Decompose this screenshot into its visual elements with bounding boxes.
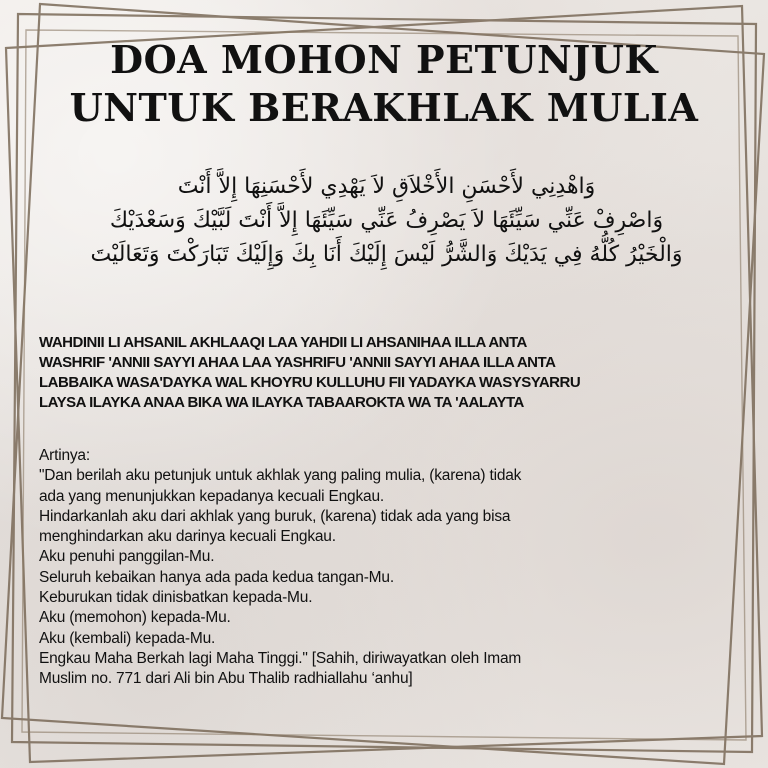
translation-block: [39, 446, 739, 690]
arabic-line: وَاصْرِفْ عَنِّي سَيِّئَهَا لاَ يَصْرِفُ عَنِّي سَيِّئَهَا إِلاَّ أَنْتَ لَبَّيْكَ وَسَعْدَيْكَ: [109, 208, 664, 233]
latin-line: WASHRIF 'ANNII SAYYI AHAA LAA YASHRIFU 'ANNII SAYYI AHAA ILLA ANTA: [39, 354, 556, 371]
translation-line: Aku (memohon) kepada-Mu.: [39, 609, 231, 627]
translation-heading: Artinya:: [39, 447, 90, 464]
translation-line: Aku (kembali) kepada-Mu.: [39, 629, 216, 647]
translation-line: Engkau Maha Berkah lagi Maha Tinggi." [Sahih, diriwayatkan oleh Imam: [39, 649, 522, 667]
title-line-1: DOA MOHON PETUNJUK: [110, 37, 658, 82]
translation-line: Aku penuhi panggilan-Mu.: [39, 548, 215, 566]
latin-line: LAYSA ILAYKA ANAA BIKA WA ILAYKA TABAAROKTA WA TA 'AALAYTA: [39, 394, 524, 411]
translation-line: Keburukan tidak dinisbatkan kepada-Mu.: [39, 589, 313, 607]
arabic-prayer-text: [55, 170, 718, 272]
translation-line: Muslim no. 771 dari Ali bin Abu Thalib radhiallahu ‘anhu]: [39, 670, 413, 688]
arabic-line: وَاهْدِنِي لأَحْسَنِ الأَخْلاَقِ لاَ يَهْدِي لأَحْسَنِهَا إِلاَّ أَنْتَ: [177, 174, 596, 199]
translation-line: menghindarkan aku darinya kecuali Engkau.: [39, 528, 336, 546]
translation-line: Hindarkanlah aku dari akhlak yang buruk, (karena) tidak ada yang bisa: [39, 507, 511, 525]
translation-line: ada yang menunjukkan kepadanya kecuali Engkau.: [39, 487, 384, 505]
latin-line: LABBAIKA WASA'DAYKA WAL KHOYRU KULLUHU FII YADAYKA WASYSYARRU: [39, 374, 581, 391]
arabic-line: وَالْخَيْرُ كُلُّهُ فِي يَدَيْكَ وَالشَّرُّ لَيْسَ إِلَيْكَ أَنَا بِكَ وَإِلَيْكَ تَبَارَكْتَ وَتَعَالَيْتَ: [90, 242, 683, 267]
latin-transliteration: [39, 333, 739, 413]
translation-line: "Dan berilah aku petunjuk untuk akhlak yang paling mulia, (karena) tidak: [39, 467, 522, 485]
title-line-2: UNTUK BERAKHLAK MULIA: [69, 85, 699, 130]
page-title: [0, 36, 768, 132]
translation-line: Seluruh kebaikan hanya ada pada kedua tangan-Mu.: [39, 568, 394, 586]
latin-line: WAHDINII LI AHSANIL AKHLAAQI LAA YAHDII LI AHSANIHAA ILLA ANTA: [39, 334, 527, 351]
